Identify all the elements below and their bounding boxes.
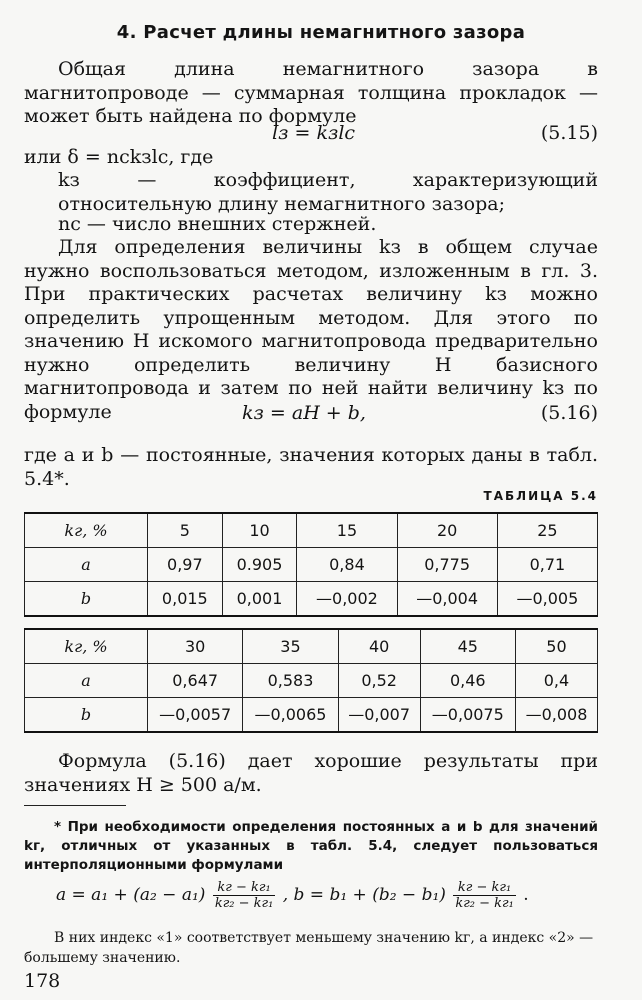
table-row (25, 582, 598, 617)
table-cell: —0,005 (497, 582, 597, 617)
paragraph-formula-validity: Формула (5.16) дает хорошие результаты при значениях H ≥ 500 а/м. (24, 750, 598, 796)
table-cell: 45 (420, 629, 515, 664)
alt-formula-line: или δ = nсkзlс, где (24, 146, 214, 168)
footnote-text: * При необходимости определения постоянных a и b для значений kг, отличных от указанных в табл. 5.4, следует пользоваться интерполяционными формулами (24, 819, 598, 873)
section-title: 4. Расчет длины немагнитного зазора (116, 22, 526, 43)
table-cell: b (25, 698, 148, 733)
table-cell: 0,84 (297, 548, 397, 582)
table-cell: a (25, 664, 148, 698)
table-cell: b (25, 582, 148, 617)
table-cell: 0,4 (515, 664, 597, 698)
table-cell: kг, % (25, 629, 148, 664)
table-cell: 0,647 (148, 664, 243, 698)
table-cell: 35 (243, 629, 338, 664)
table-row (25, 629, 598, 664)
table-label: ТАБЛИЦА 5.4 (483, 489, 598, 503)
paragraph-constants: где a и b — постоянные, значения которых даны в табл. 5.4*. (24, 444, 598, 490)
table-cell: —0,004 (397, 582, 497, 617)
coefficients-table-part1 (24, 512, 598, 617)
table-cell: 0,52 (338, 664, 420, 698)
table-cell: 20 (397, 513, 497, 548)
table-cell: 0.905 (222, 548, 297, 582)
formula-a-lhs: a = a₁ + (a₂ − a₁) (56, 885, 206, 905)
footnote-divider (24, 805, 126, 806)
table-cell: kг, % (25, 513, 148, 548)
equation-number-5-15: (5.15) (540, 122, 598, 144)
definition-n: nс — число внешних стержней. (58, 213, 377, 235)
table-cell: a (25, 548, 148, 582)
table-row (25, 548, 598, 582)
table-cell: 10 (222, 513, 297, 548)
definition-k: kз — коэффициент, характеризующий относительную длину немагнитного зазора; (58, 169, 598, 215)
table-cell: 30 (148, 629, 243, 664)
table-cell: 0,97 (148, 548, 223, 582)
table-row (25, 513, 598, 548)
fraction-a-denominator: kг₂ − kг₁ (214, 896, 274, 911)
table-cell: —0,007 (338, 698, 420, 733)
table-row (25, 698, 598, 733)
paragraph-method: Для определения величины kз в общем случае нужно воспользоваться методом, изложенным в гл. 3. При практических расчетах величину kз можно определить упрощенным методом. Для этого по значению H искомого магнитопровода предварительно нужно определить величину H базисного магнитопровода и затем по ней найти величину kз по формуле (24, 236, 598, 423)
table-cell: 0,001 (222, 582, 297, 617)
interpolation-formulas (56, 880, 529, 911)
table-cell: —0,0065 (243, 698, 338, 733)
table-cell: —0,002 (297, 582, 397, 617)
fraction-b (453, 880, 515, 911)
formula-b-lhs: , b = b₁ + (b₂ − b₁) (282, 885, 446, 905)
table-cell: 0,71 (497, 548, 597, 582)
fraction-b-denominator: kг₂ − kг₁ (455, 896, 514, 911)
table-cell: 0,775 (397, 548, 497, 582)
table-cell: 5 (148, 513, 223, 548)
table-cell: 15 (297, 513, 397, 548)
fraction-b-numerator: kг − kг₁ (453, 880, 515, 896)
table-cell: 0,46 (420, 664, 515, 698)
formula-5-15: lз = kзlс (272, 122, 356, 144)
table-cell: —0,0057 (148, 698, 243, 733)
footnote-index-note: В них индекс «1» соответствует меньшему значению kг, а индекс «2» — большему значению. (24, 930, 594, 966)
fraction-a (213, 880, 275, 911)
equation-number-5-16: (5.16) (540, 402, 598, 424)
table-cell: —0,008 (515, 698, 597, 733)
coefficients-table-part2 (24, 628, 598, 733)
table-cell: 40 (338, 629, 420, 664)
formula-5-16: kз = aH + b, (242, 402, 366, 424)
table-cell: 25 (497, 513, 597, 548)
page-number: 178 (24, 970, 61, 992)
paragraph-intro: Общая длина немагнитного зазора в магнитопроводе — суммарная толщина прокладок — может быть найдена по формуле (24, 58, 598, 127)
table-cell: 50 (515, 629, 597, 664)
table-row (25, 664, 598, 698)
formula-end: . (523, 885, 529, 905)
table-cell: —0,0075 (420, 698, 515, 733)
fraction-a-numerator: kг − kг₁ (213, 880, 275, 896)
table-cell: 0,583 (243, 664, 338, 698)
table-cell: 0,015 (148, 582, 223, 617)
